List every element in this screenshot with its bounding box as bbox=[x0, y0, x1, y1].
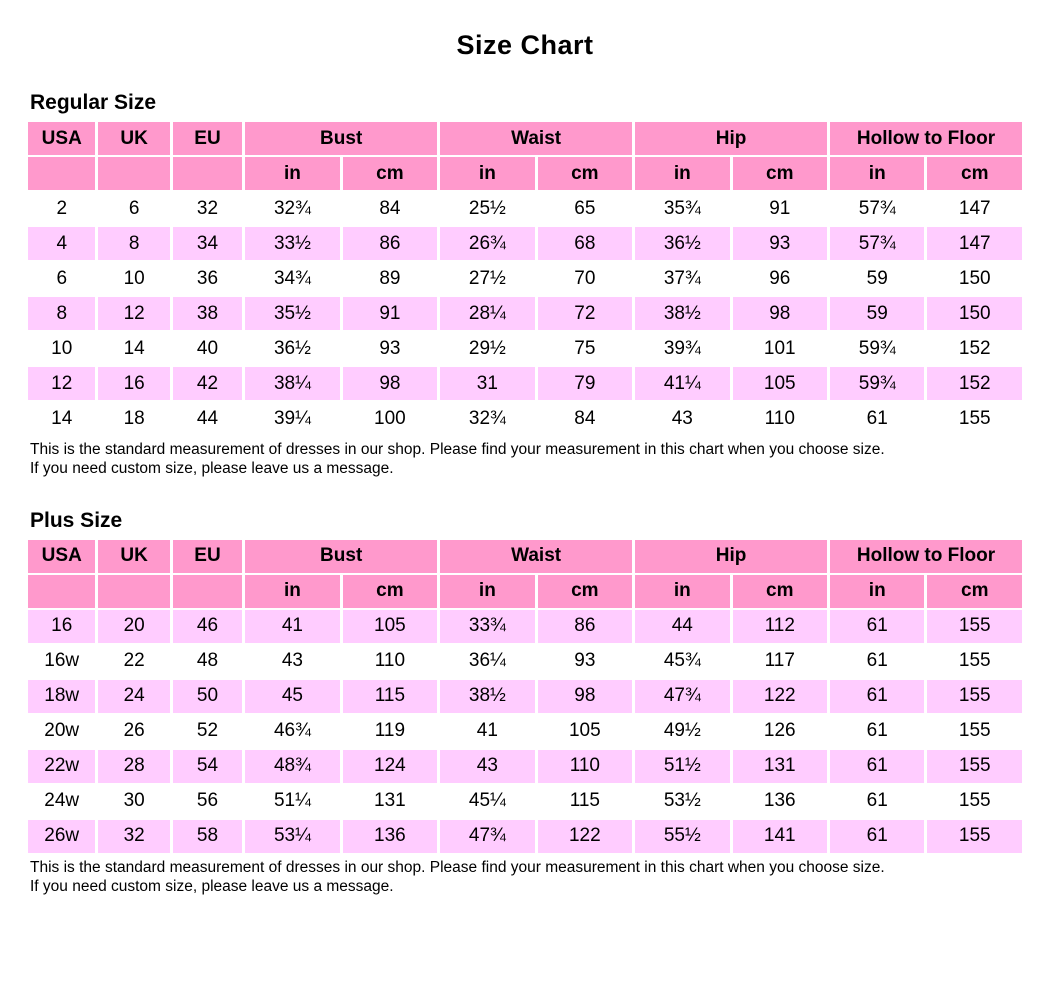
col-subheader-in: in bbox=[635, 157, 729, 190]
note-line-2: If you need custom size, please leave us a message. bbox=[30, 878, 394, 896]
cell: 35¾ bbox=[635, 192, 729, 225]
col-header-eu: EU bbox=[173, 122, 242, 155]
col-header-uk: UK bbox=[98, 540, 169, 573]
cell: 155 bbox=[927, 402, 1022, 435]
cell: 41 bbox=[440, 715, 534, 748]
cell: 84 bbox=[343, 192, 437, 225]
regular-size-table bbox=[25, 120, 1025, 437]
header-row bbox=[28, 540, 1022, 573]
cell: 32 bbox=[173, 192, 242, 225]
cell: 105 bbox=[538, 715, 632, 748]
col-subheader-cm: cm bbox=[538, 157, 632, 190]
cell: 61 bbox=[830, 750, 924, 783]
note-line-1: This is the standard measurement of dresses in our shop. Please find your measurement in this chart when you choose size. bbox=[30, 858, 885, 876]
cell: 155 bbox=[927, 715, 1022, 748]
cell: 155 bbox=[927, 785, 1022, 818]
cell: 131 bbox=[733, 750, 827, 783]
cell: 110 bbox=[538, 750, 632, 783]
cell: 59 bbox=[830, 297, 924, 330]
cell: 45 bbox=[245, 680, 339, 713]
cell: 27½ bbox=[440, 262, 534, 295]
col-subheader-cm: cm bbox=[538, 575, 632, 608]
cell: 91 bbox=[343, 297, 437, 330]
cell: 14 bbox=[98, 332, 169, 365]
section-heading-plus: Plus Size bbox=[30, 508, 123, 532]
cell: 79 bbox=[538, 367, 632, 400]
col-subheader-empty bbox=[98, 157, 169, 190]
cell: 16w bbox=[28, 645, 95, 678]
cell: 155 bbox=[927, 645, 1022, 678]
cell: 16 bbox=[28, 610, 95, 643]
cell: 155 bbox=[927, 680, 1022, 713]
col-subheader-empty bbox=[173, 575, 242, 608]
cell: 56 bbox=[173, 785, 242, 818]
col-header-waist: Waist bbox=[440, 122, 632, 155]
cell: 45¾ bbox=[635, 645, 729, 678]
col-subheader-cm: cm bbox=[927, 157, 1022, 190]
cell: 93 bbox=[538, 645, 632, 678]
section-heading-regular: Regular Size bbox=[30, 91, 157, 114]
cell: 32¾ bbox=[245, 192, 339, 225]
cell: 12 bbox=[98, 297, 169, 330]
plus-size-section bbox=[0, 509, 1050, 897]
cell: 117 bbox=[733, 645, 827, 678]
cell: 58 bbox=[173, 820, 242, 853]
cell: 61 bbox=[830, 680, 924, 713]
col-header-usa: USA bbox=[28, 122, 95, 155]
cell: 47¾ bbox=[635, 680, 729, 713]
cell: 155 bbox=[927, 750, 1022, 783]
cell: 39¾ bbox=[635, 332, 729, 365]
cell: 34¾ bbox=[245, 262, 339, 295]
cell: 51½ bbox=[635, 750, 729, 783]
note-line-2: If you need custom size, please leave us a message. bbox=[30, 460, 394, 478]
col-subheader-in: in bbox=[440, 157, 534, 190]
cell: 10 bbox=[28, 332, 95, 365]
cell: 42 bbox=[173, 367, 242, 400]
table-row bbox=[28, 645, 1022, 678]
cell: 126 bbox=[733, 715, 827, 748]
cell: 28¼ bbox=[440, 297, 534, 330]
cell: 147 bbox=[927, 227, 1022, 260]
cell: 8 bbox=[28, 297, 95, 330]
col-subheader-in: in bbox=[245, 575, 339, 608]
cell: 41¼ bbox=[635, 367, 729, 400]
header-row bbox=[28, 122, 1022, 155]
cell: 152 bbox=[927, 367, 1022, 400]
cell: 101 bbox=[733, 332, 827, 365]
cell: 61 bbox=[830, 645, 924, 678]
cell: 105 bbox=[733, 367, 827, 400]
cell: 61 bbox=[830, 715, 924, 748]
col-subheader-cm: cm bbox=[927, 575, 1022, 608]
cell: 122 bbox=[733, 680, 827, 713]
cell: 115 bbox=[538, 785, 632, 818]
col-subheader-empty bbox=[28, 157, 95, 190]
cell: 98 bbox=[733, 297, 827, 330]
cell: 105 bbox=[343, 610, 437, 643]
cell: 30 bbox=[98, 785, 169, 818]
col-header-usa: USA bbox=[28, 540, 95, 573]
cell: 2 bbox=[28, 192, 95, 225]
table-row bbox=[28, 680, 1022, 713]
note-regular bbox=[30, 440, 1050, 479]
table-row bbox=[28, 332, 1022, 365]
cell: 6 bbox=[98, 192, 169, 225]
cell: 36 bbox=[173, 262, 242, 295]
col-subheader-cm: cm bbox=[733, 157, 827, 190]
cell: 18 bbox=[98, 402, 169, 435]
cell: 12 bbox=[28, 367, 95, 400]
cell: 93 bbox=[343, 332, 437, 365]
cell: 152 bbox=[927, 332, 1022, 365]
cell: 57¾ bbox=[830, 227, 924, 260]
cell: 110 bbox=[343, 645, 437, 678]
cell: 48 bbox=[173, 645, 242, 678]
cell: 6 bbox=[28, 262, 95, 295]
cell: 20 bbox=[98, 610, 169, 643]
cell: 33¾ bbox=[440, 610, 534, 643]
cell: 61 bbox=[830, 610, 924, 643]
cell: 46¾ bbox=[245, 715, 339, 748]
cell: 61 bbox=[830, 820, 924, 853]
cell: 45¼ bbox=[440, 785, 534, 818]
cell: 46 bbox=[173, 610, 242, 643]
cell: 119 bbox=[343, 715, 437, 748]
cell: 31 bbox=[440, 367, 534, 400]
cell: 68 bbox=[538, 227, 632, 260]
col-header-waist: Waist bbox=[440, 540, 632, 573]
cell: 34 bbox=[173, 227, 242, 260]
col-subheader-in: in bbox=[830, 575, 924, 608]
cell: 150 bbox=[927, 297, 1022, 330]
col-subheader-empty bbox=[28, 575, 95, 608]
cell: 98 bbox=[343, 367, 437, 400]
cell: 100 bbox=[343, 402, 437, 435]
cell: 86 bbox=[343, 227, 437, 260]
cell: 20w bbox=[28, 715, 95, 748]
cell: 4 bbox=[28, 227, 95, 260]
table-row bbox=[28, 262, 1022, 295]
cell: 43 bbox=[440, 750, 534, 783]
cell: 36¼ bbox=[440, 645, 534, 678]
cell: 48¾ bbox=[245, 750, 339, 783]
cell: 35½ bbox=[245, 297, 339, 330]
cell: 147 bbox=[927, 192, 1022, 225]
cell: 84 bbox=[538, 402, 632, 435]
cell: 16 bbox=[98, 367, 169, 400]
col-header-eu: EU bbox=[173, 540, 242, 573]
cell: 59 bbox=[830, 262, 924, 295]
col-subheader-empty bbox=[173, 157, 242, 190]
cell: 28 bbox=[98, 750, 169, 783]
cell: 44 bbox=[635, 610, 729, 643]
col-header-uk: UK bbox=[98, 122, 169, 155]
cell: 112 bbox=[733, 610, 827, 643]
cell: 32 bbox=[98, 820, 169, 853]
table-row bbox=[28, 785, 1022, 818]
col-header-bust: Bust bbox=[245, 540, 437, 573]
cell: 10 bbox=[98, 262, 169, 295]
cell: 86 bbox=[538, 610, 632, 643]
cell: 37¾ bbox=[635, 262, 729, 295]
cell: 22w bbox=[28, 750, 95, 783]
col-subheader-in: in bbox=[830, 157, 924, 190]
cell: 14 bbox=[28, 402, 95, 435]
cell: 50 bbox=[173, 680, 242, 713]
cell: 38½ bbox=[440, 680, 534, 713]
cell: 29½ bbox=[440, 332, 534, 365]
cell: 41 bbox=[245, 610, 339, 643]
cell: 141 bbox=[733, 820, 827, 853]
cell: 54 bbox=[173, 750, 242, 783]
cell: 65 bbox=[538, 192, 632, 225]
cell: 36½ bbox=[635, 227, 729, 260]
table-row bbox=[28, 402, 1022, 435]
cell: 70 bbox=[538, 262, 632, 295]
col-subheader-in: in bbox=[635, 575, 729, 608]
cell: 110 bbox=[733, 402, 827, 435]
cell: 24 bbox=[98, 680, 169, 713]
cell: 26w bbox=[28, 820, 95, 853]
cell: 36½ bbox=[245, 332, 339, 365]
plus-size-table bbox=[25, 538, 1025, 855]
cell: 57¾ bbox=[830, 192, 924, 225]
cell: 150 bbox=[927, 262, 1022, 295]
page-title: Size Chart bbox=[456, 30, 594, 60]
cell: 136 bbox=[343, 820, 437, 853]
cell: 39¼ bbox=[245, 402, 339, 435]
subheader-row bbox=[28, 575, 1022, 608]
subheader-row bbox=[28, 157, 1022, 190]
cell: 53½ bbox=[635, 785, 729, 818]
cell: 55½ bbox=[635, 820, 729, 853]
cell: 52 bbox=[173, 715, 242, 748]
cell: 38 bbox=[173, 297, 242, 330]
cell: 44 bbox=[173, 402, 242, 435]
cell: 61 bbox=[830, 402, 924, 435]
cell: 43 bbox=[245, 645, 339, 678]
cell: 59¾ bbox=[830, 367, 924, 400]
cell: 38½ bbox=[635, 297, 729, 330]
cell: 91 bbox=[733, 192, 827, 225]
cell: 155 bbox=[927, 610, 1022, 643]
note-plus bbox=[30, 858, 1050, 897]
cell: 18w bbox=[28, 680, 95, 713]
cell: 75 bbox=[538, 332, 632, 365]
cell: 122 bbox=[538, 820, 632, 853]
col-subheader-in: in bbox=[440, 575, 534, 608]
col-subheader-empty bbox=[98, 575, 169, 608]
cell: 47¾ bbox=[440, 820, 534, 853]
table-row bbox=[28, 227, 1022, 260]
table-row bbox=[28, 820, 1022, 853]
cell: 155 bbox=[927, 820, 1022, 853]
cell: 53¼ bbox=[245, 820, 339, 853]
cell: 43 bbox=[635, 402, 729, 435]
cell: 40 bbox=[173, 332, 242, 365]
cell: 26¾ bbox=[440, 227, 534, 260]
col-subheader-in: in bbox=[245, 157, 339, 190]
cell: 98 bbox=[538, 680, 632, 713]
col-header-hip: Hip bbox=[635, 122, 827, 155]
cell: 115 bbox=[343, 680, 437, 713]
cell: 8 bbox=[98, 227, 169, 260]
cell: 131 bbox=[343, 785, 437, 818]
col-header-hollow-to-floor: Hollow to Floor bbox=[830, 122, 1022, 155]
cell: 25½ bbox=[440, 192, 534, 225]
cell: 136 bbox=[733, 785, 827, 818]
cell: 24w bbox=[28, 785, 95, 818]
col-subheader-cm: cm bbox=[733, 575, 827, 608]
cell: 72 bbox=[538, 297, 632, 330]
cell: 61 bbox=[830, 785, 924, 818]
note-line-1: This is the standard measurement of dresses in our shop. Please find your measurement in this chart when you choose size. bbox=[30, 441, 885, 458]
table-row bbox=[28, 750, 1022, 783]
col-header-hollow-to-floor: Hollow to Floor bbox=[830, 540, 1022, 573]
col-header-bust: Bust bbox=[245, 122, 437, 155]
cell: 96 bbox=[733, 262, 827, 295]
table-row bbox=[28, 367, 1022, 400]
col-subheader-cm: cm bbox=[343, 575, 437, 608]
cell: 124 bbox=[343, 750, 437, 783]
table-row bbox=[28, 192, 1022, 225]
cell: 93 bbox=[733, 227, 827, 260]
table-row bbox=[28, 297, 1022, 330]
cell: 32¾ bbox=[440, 402, 534, 435]
regular-size-section bbox=[0, 91, 1050, 479]
cell: 22 bbox=[98, 645, 169, 678]
col-header-hip: Hip bbox=[635, 540, 827, 573]
table-row bbox=[28, 715, 1022, 748]
cell: 26 bbox=[98, 715, 169, 748]
col-subheader-cm: cm bbox=[343, 157, 437, 190]
cell: 33½ bbox=[245, 227, 339, 260]
table-row bbox=[28, 610, 1022, 643]
cell: 51¼ bbox=[245, 785, 339, 818]
cell: 49½ bbox=[635, 715, 729, 748]
cell: 38¼ bbox=[245, 367, 339, 400]
cell: 89 bbox=[343, 262, 437, 295]
cell: 59¾ bbox=[830, 332, 924, 365]
